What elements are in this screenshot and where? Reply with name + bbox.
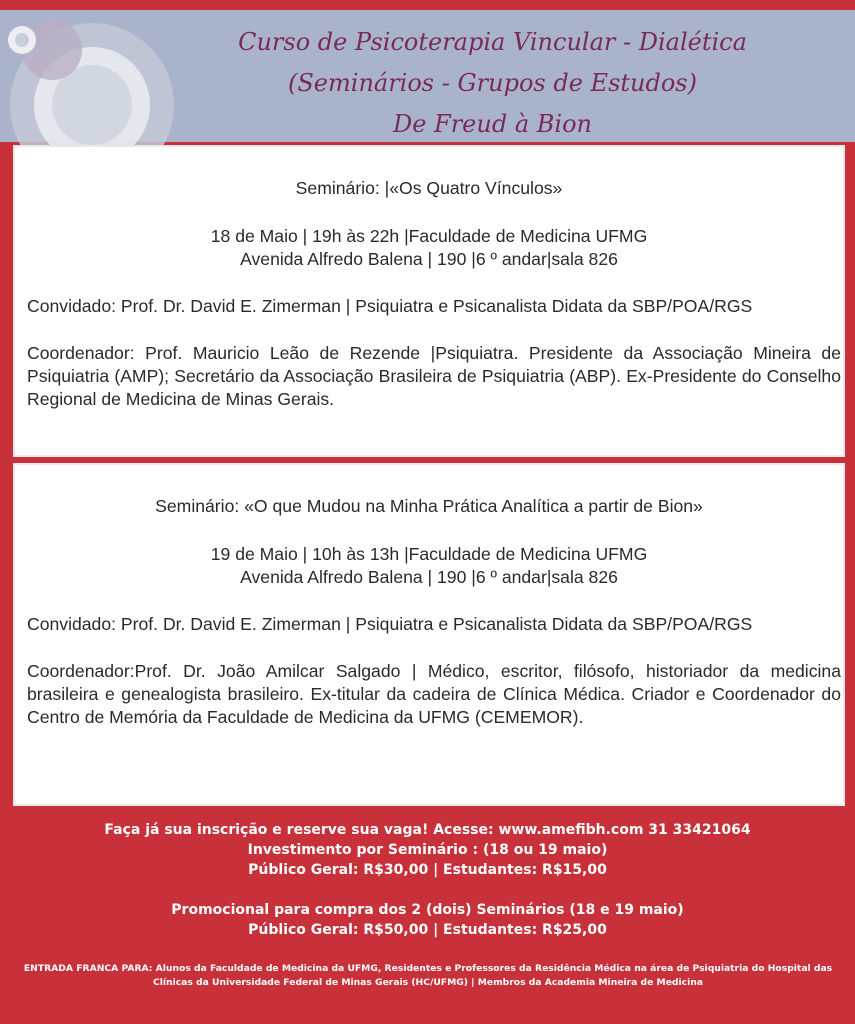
seminar-1-box (13, 145, 845, 457)
course-title-line-3: De Freud à Bion (392, 110, 592, 138)
seminar-1-title: Seminário: |«Os Quatro Vínculos» (295, 178, 563, 198)
seminar-2-guest: Convidado: Prof. Dr. David E. Zimerman | Psiquiatra e Psicanalista Didata da SBP/POA/RGS (27, 614, 753, 634)
free-entry-note: ENTRADA FRANCA PARA: Alunos da Faculdade de Medicina da UFMG, Residentes e Professores da Residência Médica na área de Psiquiatria do Hospital das Clínicas da Universidade Federal de Minas Gerais (HC/UFMG) | Membros da Academia Mineira de Medicina (23, 963, 833, 988)
seminar-1-address: Avenida Alfredo Balena | 190 |6 º andar|sala 826 (240, 249, 618, 269)
seminar-1-coordinator: Coordenador: Prof. Mauricio Leão de Rezende |Psiquiatra. Presidente da Associação Mineira de Psiquiatria (AMP); Secretário da Associação Brasileira de Psiquiatria (ABP). Ex-Presidente do Conselho Regional de Medicina de Minas Gerais. (27, 343, 841, 409)
seminar-1-date: 18 de Maio | 19h às 22h |Faculdade de Medicina UFMG (210, 226, 648, 246)
promo-prices: Público Geral: R$50,00 | Estudantes: R$25,00 (248, 922, 607, 938)
course-title-line-1: Curso de Psicoterapia Vincular - Dialética (238, 28, 747, 56)
investment-line: Investimento por Seminário : (18 ou 19 maio) (247, 842, 608, 858)
seminar-2-date: 19 de Maio | 10h às 13h |Faculdade de Medicina UFMG (210, 544, 648, 564)
single-prices: Público Geral: R$30,00 | Estudantes: R$15,00 (248, 862, 607, 878)
seminar-2-box (13, 463, 845, 806)
seminar-2-address: Avenida Alfredo Balena | 190 |6 º andar|sala 826 (240, 567, 618, 587)
promo-info (0, 900, 855, 940)
seminar-1-guest: Convidado: Prof. Dr. David E. Zimerman | Psiquiatra e Psicanalista Didata da SBP/POA/RGS (27, 296, 753, 316)
signup-line: Faça já sua inscrição e reserve sua vaga! Acesse: www.amefibh.com 31 33421064 (104, 822, 751, 838)
course-title (150, 22, 835, 142)
seminar-2-coordinator: Coordenador:Prof. Dr. João Amilcar Salgado | Médico, escritor, filósofo, historiador da medicina brasileira e genealogista brasileiro. Ex-titular da cadeira de Clínica Médica. Criador e Coordenador do Centro de Memória da Faculdade de Medicina da UFMG (CEMEMOR). (27, 661, 841, 727)
registration-info (0, 820, 855, 880)
course-title-line-2: (Seminários - Grupos de Estudos) (288, 69, 697, 97)
seminar-2-title: Seminário: «O que Mudou na Minha Prática Analítica a partir de Bion» (155, 496, 703, 516)
header-band (0, 10, 855, 142)
promo-line: Promocional para compra dos 2 (dois) Seminários (18 e 19 maio) (171, 902, 684, 918)
